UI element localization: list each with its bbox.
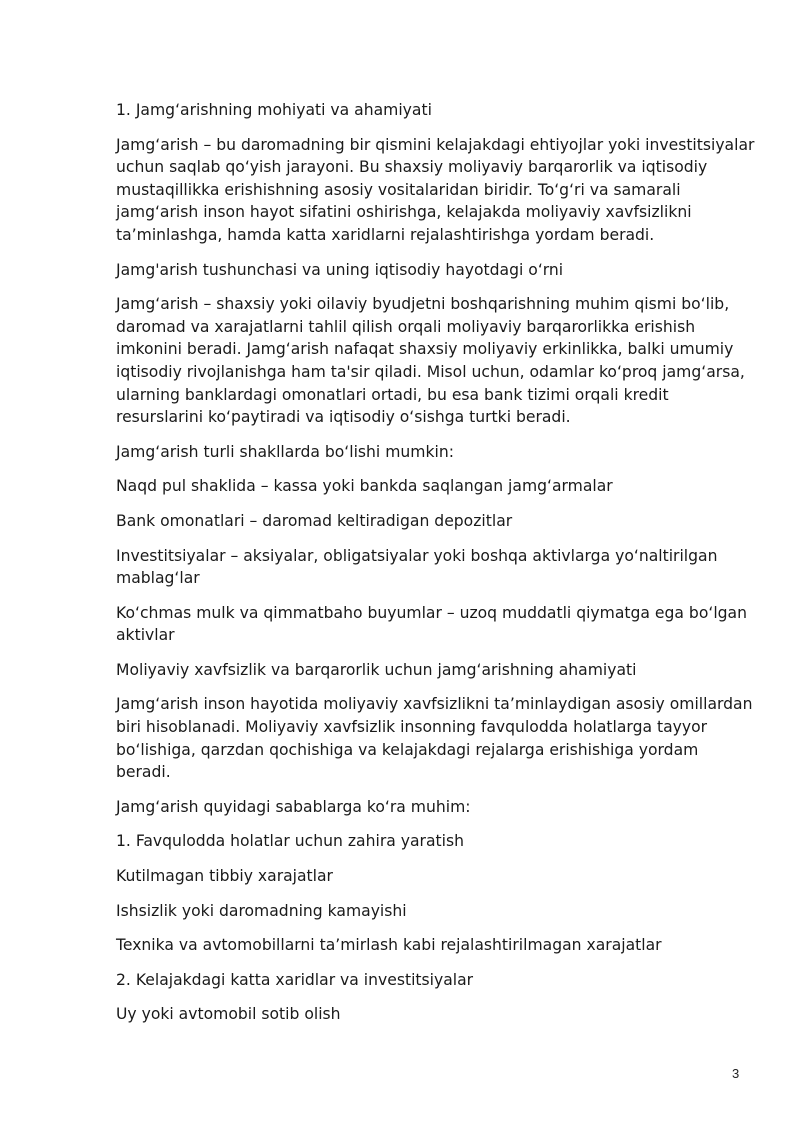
subsection-heading: Moliyaviy xavfsizlik va barqarorlik uchun jamg‘arishning ahamiyati [116,660,637,679]
numbered-item: 1. Favqulodda holatlar uchun zahira yaratish [116,832,464,851]
paragraph: Jamg‘arish inson hayotida moliyaviy xavfsizlikni ta’minlaydigan asosiy omillardan biri hisoblanadi. Moliyaviy xavfsizlik insonning favqulodda holatlarga tayyor bo‘lishiga, qarzdan qochishiga va kelajakdagi rejalarga erishishiga yordam beradi. [116,695,753,782]
list-item: Naqd pul shaklida – kassa yoki bankda saqlangan jamg‘armalar [116,477,613,496]
list-item: Uy yoki avtomobil sotib olish [116,1005,341,1024]
section-heading: 1. Jamg‘arishning mohiyati va ahamiyati [116,101,432,119]
subsection-heading: Jamg'arish tushunchasi va uning iqtisodiy hayotdagi o‘rni [116,260,564,279]
paragraph: Jamg‘arish – shaxsiy yoki oilaviy byudjetni boshqarishning muhim qismi bo‘lib, daromad va xarajatlarni tahlil qilish orqali moliyaviy barqarorlikka erishish imkonini beradi. Jamg‘arish nafaqat shaxsiy moliyaviy erkinlikka, balki umumiy iqtisodiy rivojlanishga ham ta'sir qiladi. Misol uchun, odamlar ko‘proq jamg‘arsa, ularning banklardagi omonatlari ortadi, bu esa bank tizimi orqali kredit resurslarini ko‘paytiradi va iqtisodiy o‘sishga turtki beradi. [116,295,745,427]
list-item: Ko‘chmas mulk va qimmatbaho buyumlar – uzoq muddatli qiymatga ega bo‘lgan aktivlar [116,603,747,645]
list-item: Kutilmagan tibbiy xarajatlar [116,867,333,886]
paragraph: Jamg‘arish – bu daromadning bir qismini kelajakdagi ehtiyojlar yoki investitsiyalar uchun saqlab qo‘yish jarayoni. Bu shaxsiy moliyaviy barqarorlik va iqtisodiy mustaqillikka erishishning asosiy vositalaridan biridir. To‘g‘ri va samarali jamg‘arish inson hayot sifatini oshirishga, kelajakda moliyaviy xavfsizlikni ta’minlashga, hamda katta xaridlarni rejalashtirishga yordam beradi. [116,135,755,244]
list-item: Bank omonatlari – daromad keltiradigan depozitlar [116,511,513,530]
page-number: 3 [732,1066,740,1081]
paragraph: Jamg‘arish turli shakllarda bo‘lishi mumkin: [116,442,454,461]
list-item: Investitsiyalar – aksiyalar, obligatsiyalar yoki boshqa aktivlarga yo‘naltirilgan mablag‘lar [116,546,718,588]
document-body [116,99,756,1038]
paragraph: Jamg‘arish quyidagi sabablarga ko‘ra muhim: [116,797,471,816]
numbered-item: 2. Kelajakdagi katta xaridlar va investitsiyalar [116,970,474,989]
list-item: Ishsizlik yoki daromadning kamayishi [116,901,407,920]
list-item: Texnika va avtomobillarni ta’mirlash kabi rejalashtirilmagan xarajatlar [116,936,662,955]
